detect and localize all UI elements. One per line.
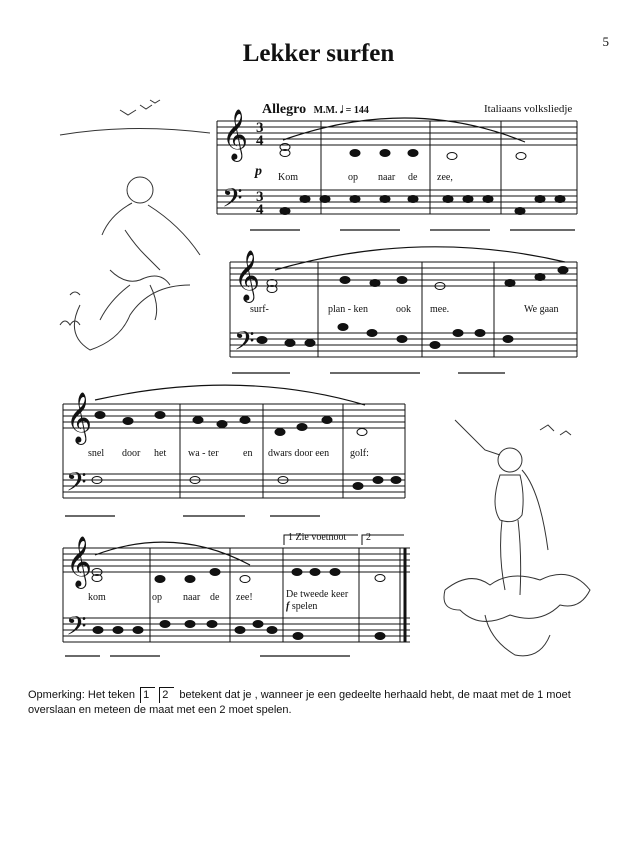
lyric: surf- [250, 304, 269, 315]
lyric: door [122, 448, 141, 459]
lyric: de [210, 592, 220, 603]
lyric: naar [183, 592, 201, 603]
svg-text:𝄢: 𝄢 [66, 611, 87, 647]
svg-text:3: 3 [256, 120, 264, 136]
lyric: op [348, 172, 358, 183]
lyric: op [152, 592, 162, 603]
volta-2-label: 2 [366, 532, 371, 543]
svg-text:𝄢: 𝄢 [222, 183, 243, 219]
lyric: golf: [350, 448, 369, 459]
lyric: Kom [278, 172, 298, 183]
lyric: mee. [430, 304, 450, 315]
metronome-marking: M.M. 𝅗𝅥 = 144 [313, 105, 369, 116]
svg-text:𝄞: 𝄞 [66, 537, 93, 586]
lyric: zee! [236, 592, 253, 603]
page-title: Lekker surfen [242, 40, 395, 67]
footnote-after: betekent dat je , wanneer je een gedeelte herhaald hebt, de maat met de 1 moet overslaan en meteen de maat met een 2 moet spelen. [28, 689, 571, 716]
girl-surfer-illustration [430, 405, 610, 675]
lyric: naar [378, 172, 396, 183]
lyric: We gaan [524, 304, 559, 315]
lyric: de [408, 172, 418, 183]
svg-text:𝄢: 𝄢 [234, 326, 255, 362]
footnote-before: Opmerking: Het teken [28, 689, 135, 701]
tempo-text: Allegro [262, 102, 307, 117]
lyric: het [154, 448, 167, 459]
volta-box-1: 1 [140, 687, 155, 703]
footnote [28, 687, 618, 718]
volta-1-label: 1 Zie voetnoot [288, 532, 347, 543]
lyric: ook [396, 304, 411, 315]
svg-text:4: 4 [256, 202, 264, 218]
lyric: dwars door een [268, 448, 330, 459]
boy-surfer-illustration [40, 95, 220, 365]
repeat-instruction-spelen: spelen [291, 601, 318, 612]
svg-text:𝄞: 𝄞 [222, 110, 249, 159]
dynamic-piano: p [255, 164, 262, 179]
lyric: kom [88, 592, 106, 603]
svg-text:3: 3 [256, 189, 264, 205]
svg-text:4: 4 [256, 133, 264, 149]
lyric: wa - ter [188, 448, 219, 459]
svg-text:𝄞: 𝄞 [234, 251, 261, 300]
dynamic-forte: f [286, 601, 290, 612]
source-credit: Italiaans volksliedje [484, 103, 573, 115]
repeat-instruction-line2 [286, 601, 317, 612]
lyric: en [243, 448, 253, 459]
page-number: 5 [602, 34, 609, 49]
volta-box-2: 2 [159, 687, 174, 703]
lyric: plan - ken [328, 304, 368, 315]
svg-text:𝄞: 𝄞 [66, 393, 93, 442]
svg-text:𝄢: 𝄢 [66, 467, 87, 503]
lyric: zee, [437, 172, 453, 183]
repeat-instruction-line1: De tweede keer [286, 589, 349, 600]
lyric: snel [88, 448, 105, 459]
